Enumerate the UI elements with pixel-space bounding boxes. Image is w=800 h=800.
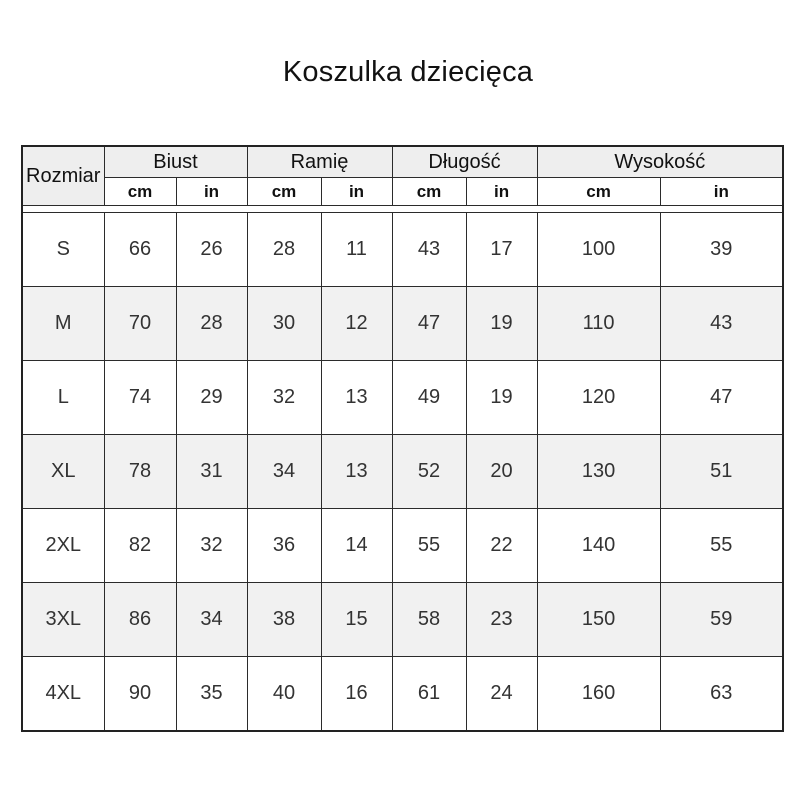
- measurement-cell: 24: [466, 657, 537, 732]
- measurement-cell: 78: [104, 435, 176, 509]
- measurement-cell: 16: [321, 657, 392, 732]
- measurement-cell: 86: [104, 583, 176, 657]
- measurement-cell: 31: [176, 435, 247, 509]
- header-gap-cell: [22, 206, 783, 213]
- size-cell: M: [22, 287, 104, 361]
- group-header-biust: Biust: [104, 146, 247, 178]
- header-gap: [22, 206, 783, 213]
- measurement-cell: 40: [247, 657, 321, 732]
- measurement-cell: 35: [176, 657, 247, 732]
- size-column-header: Rozmiar: [22, 146, 104, 206]
- measurement-cell: 160: [537, 657, 660, 732]
- measurement-cell: 59: [660, 583, 783, 657]
- measurement-cell: 13: [321, 361, 392, 435]
- group-header-row: [22, 146, 783, 178]
- table-row: [22, 583, 783, 657]
- measurement-cell: 120: [537, 361, 660, 435]
- group-header-ramie: Ramię: [247, 146, 392, 178]
- measurement-cell: 43: [392, 213, 466, 287]
- measurement-cell: 34: [176, 583, 247, 657]
- measurement-cell: 17: [466, 213, 537, 287]
- measurement-cell: 28: [176, 287, 247, 361]
- measurement-cell: 130: [537, 435, 660, 509]
- size-cell: 4XL: [22, 657, 104, 732]
- table-row: [22, 361, 783, 435]
- unit-header: in: [660, 178, 783, 206]
- measurement-cell: 66: [104, 213, 176, 287]
- measurement-cell: 14: [321, 509, 392, 583]
- unit-header: cm: [537, 178, 660, 206]
- size-chart-table: [21, 145, 784, 732]
- page-title: Koszulka dziecięca: [282, 56, 534, 88]
- measurement-cell: 55: [660, 509, 783, 583]
- measurement-cell: 47: [392, 287, 466, 361]
- table-row: [22, 287, 783, 361]
- size-cell: L: [22, 361, 104, 435]
- group-header-wysokosc: Wysokość: [537, 146, 783, 178]
- measurement-cell: 70: [104, 287, 176, 361]
- measurement-cell: 11: [321, 213, 392, 287]
- measurement-cell: 32: [247, 361, 321, 435]
- measurement-cell: 36: [247, 509, 321, 583]
- measurement-cell: 19: [466, 361, 537, 435]
- measurement-cell: 49: [392, 361, 466, 435]
- unit-header: cm: [104, 178, 176, 206]
- size-rows: [22, 213, 783, 732]
- measurement-cell: 52: [392, 435, 466, 509]
- measurement-cell: 19: [466, 287, 537, 361]
- measurement-cell: 90: [104, 657, 176, 732]
- measurement-cell: 82: [104, 509, 176, 583]
- table-row: [22, 213, 783, 287]
- measurement-cell: 47: [660, 361, 783, 435]
- measurement-cell: 39: [660, 213, 783, 287]
- measurement-cell: 51: [660, 435, 783, 509]
- size-cell: S: [22, 213, 104, 287]
- measurement-cell: 61: [392, 657, 466, 732]
- measurement-cell: 43: [660, 287, 783, 361]
- measurement-cell: 63: [660, 657, 783, 732]
- measurement-cell: 58: [392, 583, 466, 657]
- size-cell: XL: [22, 435, 104, 509]
- measurement-cell: 100: [537, 213, 660, 287]
- measurement-cell: 29: [176, 361, 247, 435]
- measurement-cell: 34: [247, 435, 321, 509]
- size-cell: 2XL: [22, 509, 104, 583]
- unit-header: cm: [247, 178, 321, 206]
- table-row: [22, 435, 783, 509]
- group-header-dlugosc: Długość: [392, 146, 537, 178]
- measurement-cell: 23: [466, 583, 537, 657]
- unit-header-row: [22, 178, 783, 206]
- unit-header: in: [321, 178, 392, 206]
- measurement-cell: 28: [247, 213, 321, 287]
- measurement-cell: 15: [321, 583, 392, 657]
- measurement-cell: 26: [176, 213, 247, 287]
- measurement-cell: 22: [466, 509, 537, 583]
- measurement-cell: 110: [537, 287, 660, 361]
- unit-header: in: [466, 178, 537, 206]
- measurement-cell: 140: [537, 509, 660, 583]
- size-cell: 3XL: [22, 583, 104, 657]
- table-row: [22, 509, 783, 583]
- measurement-cell: 38: [247, 583, 321, 657]
- unit-header: in: [176, 178, 247, 206]
- measurement-cell: 13: [321, 435, 392, 509]
- measurement-cell: 20: [466, 435, 537, 509]
- unit-header: cm: [392, 178, 466, 206]
- measurement-cell: 32: [176, 509, 247, 583]
- table-row: [22, 657, 783, 732]
- measurement-cell: 30: [247, 287, 321, 361]
- measurement-cell: 12: [321, 287, 392, 361]
- measurement-cell: 74: [104, 361, 176, 435]
- measurement-cell: 150: [537, 583, 660, 657]
- measurement-cell: 55: [392, 509, 466, 583]
